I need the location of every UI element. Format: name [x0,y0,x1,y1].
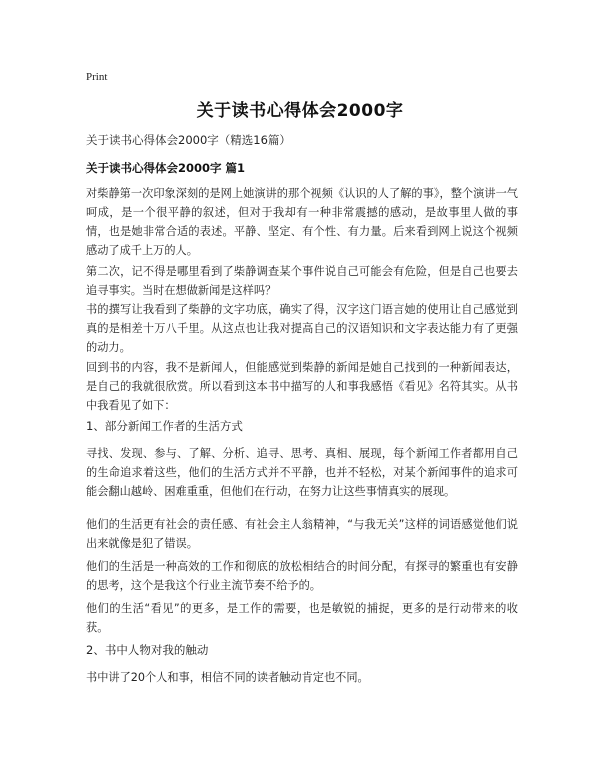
paragraph: 回到书的内容，我不是新闻人，但能感觉到柴静的新闻是她自己找到的一种新闻表达，是自己的我就很欣赏。所以看到这本书中描写的人和事我感悟《看见》名符其实。从书中我看见了如下： [86,361,518,412]
paragraph: 书中讲了20个人和事，相信不同的读者触动肯定也不同。 [86,671,369,684]
paragraph: 寻找、发现、参与、了解、分析、追寻、思考、真相、展现，每个新闻工作者都用自己的生命追求着这些，他们的生活方式并不平静，也并不轻松，对某个新闻事件的追求可能会翻山越岭、困难重重，但他们在行动，在努力让这些事情真实的展现。 [86,447,518,498]
list-heading: 1、部分新闻工作者的生活方式 [86,419,243,433]
print-label: Print [86,71,108,83]
page-title: 关于读书心得体会2000字 [196,101,404,121]
paragraph: 他们的生活是一种高效的工作和彻底的放松相结合的时间分配，有探寻的繁重也有安静的思考，这个是我这个行业主流节奏不给予的。 [86,560,518,592]
paragraph: 他们的生活更有社会的责任感、有社会主人翁精神，“与我无关”这样的词语感觉他们说出来就像是犯了错误。 [86,518,518,550]
paragraph: 书的撰写让我看到了柴静的文字功底，确实了得，汉字这门语言她的使用让自己感觉到真的是相差十万八千里。从这点也让我对提高自己的汉语知识和文字表达能力有了更强的动力。 [86,303,518,354]
document-subtitle: 关于读书心得体会2000字（精选16篇） [86,133,291,147]
paragraph: 对柴静第一次印象深刻的是网上她演讲的那个视频《认识的人了解的事》，整个演讲一气呵成，是一个很平静的叙述，但对于我却有一种非常震撼的感动，是故事里人做的事情，也是她非常合适的表述。平静、坚定、有个性、有力量。后来看到网上说这个视频感动了成千上万的人。 [86,187,518,257]
section-heading: 关于读书心得体会2000字 篇1 [86,161,246,175]
list-heading: 2、书中人物对我的触动 [86,643,209,657]
paragraph: 第二次，记不得是哪里看到了柴静调查某个事件说自己可能会有危险，但是自己也要去追寻事实。当时在想做新闻是这样吗？ [86,265,518,297]
paragraph: 他们的生活“看见”的更多，是工作的需要，也是敏锐的捕捉，更多的是行动带来的收获。 [86,602,518,634]
